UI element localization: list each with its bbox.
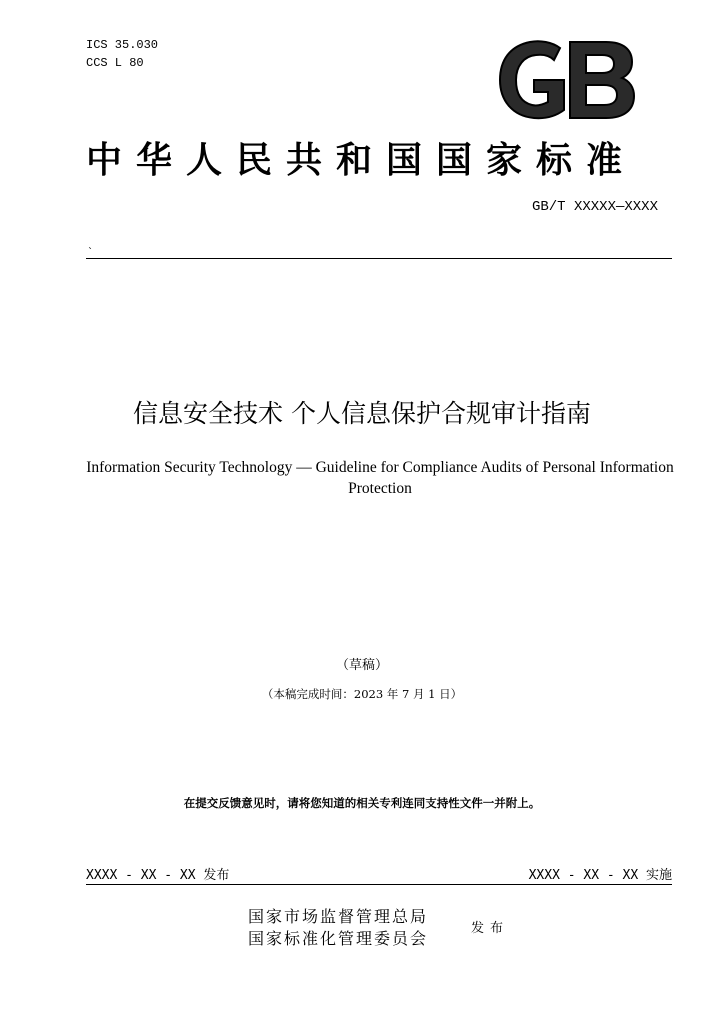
completion-date: （本稿完成时间：2023 年 7 月 1 日）: [261, 687, 463, 701]
issuer-samr: 国家市场监督管理总局: [248, 907, 429, 926]
issue-date: XXXX - XX - XX 发布: [86, 868, 230, 883]
gb-logo-graphic: [494, 38, 636, 122]
draft-status: （草稿）: [335, 658, 388, 673]
gb-logo: [494, 38, 636, 122]
stray-mark: `: [88, 247, 93, 258]
standard-number: GB/T XXXXX—XXXX: [531, 199, 658, 215]
issuer-sac: 国家标准化管理委员会: [248, 929, 429, 948]
patent-notice: 在提交反馈意见时，请将您知道的相关专利连同支持性文件一并附上。: [183, 796, 541, 810]
ccs-code: CCS L 80: [86, 56, 144, 70]
document-title-en: Information Security Technology — Guideline for Compliance Audits of Personal Information Protection: [86, 459, 674, 497]
issuing-authorities: [248, 906, 428, 950]
implementation-date: XXXX - XX - XX 实施: [528, 868, 672, 883]
classification-codes: [86, 36, 158, 72]
standard-title: 中华人民共和国国家标准: [86, 139, 637, 181]
top-divider: [86, 258, 672, 259]
document-title-cn: 信息安全技术 个人信息保护合规审计指南: [133, 399, 591, 428]
ics-code: ICS 35.030: [86, 38, 159, 52]
publish-label: 发布: [471, 921, 510, 936]
bottom-divider: [86, 884, 672, 885]
